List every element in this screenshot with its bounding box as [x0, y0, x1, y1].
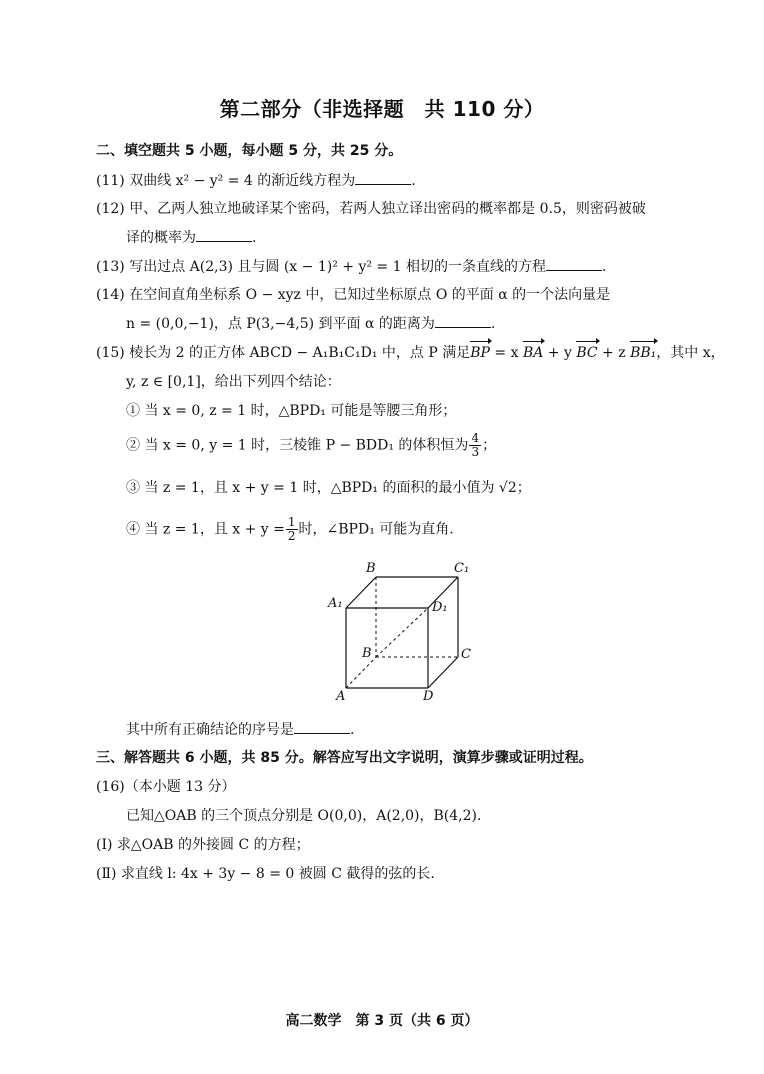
question-12-line1: (12) 甲、乙两人独立地破译某个密码，若两人独立译出密码的概率都是 0.5，则密码被破 [96, 201, 646, 217]
cube-figure [320, 555, 490, 705]
label-b-top: B [366, 561, 376, 576]
question-15-line2: y, z ∈ [0,1]，给出下列四个结论： [126, 374, 341, 390]
question-13-text: (13) 写出过点 A(2,3) 且与圆 (x − 1)² + y² = 1 相切的一条直线的方程 [96, 259, 546, 275]
conclusion-2 [126, 432, 496, 459]
question-16-stem: 已知△OAB 的三个顶点分别是 O(0,0)，A(2,0)，B(4,2). [126, 808, 482, 824]
question-12-line2: 译的概率为 . [126, 227, 256, 248]
question-15-answer-text: 其中所有正确结论的序号是 [126, 722, 294, 738]
conclusion-3: ③ 当 z = 1，且 x + y = 1 时，△BPD₁ 的面积的最小值为 √2； [126, 480, 531, 496]
fraction-4-3 [469, 432, 481, 459]
question-11-text: (11) 双曲线 x² − y² = 4 的渐近线方程为 [96, 173, 356, 189]
conclusion-2-text: ② 当 x = 0, y = 1 时，三棱锥 P − BDD₁ 的体积恒为 [126, 437, 469, 454]
question-15-text-a: (15) 棱长为 2 的正方体 ABCD − A₁B₁C₁D₁ 中，点 P 满足 [96, 345, 471, 361]
label-c: C [461, 647, 471, 662]
fraction-numerator: 4 [471, 431, 480, 445]
fill-blank-heading: 二、填空题共 5 小题，每小题 5 分，共 25 分。 [96, 143, 403, 159]
conclusion-4-text: ④ 当 z = 1，且 x + y = [126, 521, 285, 538]
question-14-line2: n = (0,0,−1)，点 P(3,−4,5) 到平面 α 的距离为 . [126, 313, 495, 334]
label-b-mid: B [362, 646, 372, 661]
vector-bc: BC [576, 345, 598, 361]
conclusion-4-end: 时，∠BPD₁ 可能为直角. [298, 521, 454, 538]
edge-d-c [428, 657, 458, 688]
fraction-numerator: 1 [287, 515, 296, 529]
vector-bp: BP [470, 345, 490, 361]
diagonal-bd1 [376, 608, 428, 657]
question-14-text: n = (0,0,−1)，点 P(3,−4,5) 到平面 α 的距离为 [126, 316, 435, 332]
label-d: D [423, 689, 434, 704]
conclusion-1: ① 当 x = 0, z = 1 时，△BPD₁ 可能是等腰三角形； [126, 403, 457, 419]
question-16-part-2: (Ⅱ) 求直线 l: 4x + 3y − 8 = 0 被圆 C 截得的弦的长. [96, 866, 435, 882]
answer-blank-15 [294, 719, 350, 734]
vec-plus-y: + y [543, 345, 577, 361]
question-15-line1 [96, 343, 725, 363]
vector-bb1: BB₁ [630, 345, 657, 361]
question-11: (11) 双曲线 x² − y² = 4 的渐近线方程为 . [96, 170, 416, 191]
answer-blank-14 [435, 313, 491, 328]
question-16-part-1: (Ⅰ) 求△OAB 的外接圆 C 的方程； [96, 837, 310, 853]
conclusion-4 [126, 516, 454, 543]
question-15-answer-line: 其中所有正确结论的序号是 . [126, 719, 354, 740]
question-12-text: 译的概率为 [126, 230, 196, 246]
fraction-1-2 [286, 516, 298, 543]
answer-blank-13 [546, 256, 602, 271]
section-title: 第二部分（非选择题 共 110 分） [219, 97, 545, 121]
vec-plus-z: + z [597, 345, 631, 361]
label-a: A [336, 689, 346, 704]
label-d1: D₁ [432, 600, 448, 615]
label-c1: C₁ [454, 561, 470, 576]
page-footer: 高二数学 第 3 页（共 6 页） [285, 1013, 479, 1029]
question-14-line1: (14) 在空间直角坐标系 O − xyz 中，已知过坐标原点 O 的平面 α 的一个法向量是 [96, 287, 611, 303]
answer-blank-12 [196, 227, 252, 242]
fraction-denominator: 3 [471, 445, 480, 459]
question-15-text-b: ，其中 x， [656, 345, 725, 361]
vec-eq-sign: = x [489, 345, 523, 361]
question-16-header: (16)（本小题 13 分） [96, 779, 236, 795]
fraction-denominator: 2 [287, 529, 296, 543]
question-13: (13) 写出过点 A(2,3) 且与圆 (x − 1)² + y² = 1 相切的一条直线的方程 . [96, 256, 606, 277]
conclusion-2-end: ； [482, 437, 497, 454]
label-a1: A₁ [328, 596, 343, 611]
hidden-edge-ab [346, 657, 376, 688]
vector-ba: BA [522, 345, 544, 361]
answer-blank-11 [355, 170, 411, 185]
answer-section-heading: 三、解答题共 6 小题，共 85 分。解答应写出文字说明，演算步骤或证明过程。 [96, 750, 593, 766]
edge-a1-b [346, 577, 376, 608]
